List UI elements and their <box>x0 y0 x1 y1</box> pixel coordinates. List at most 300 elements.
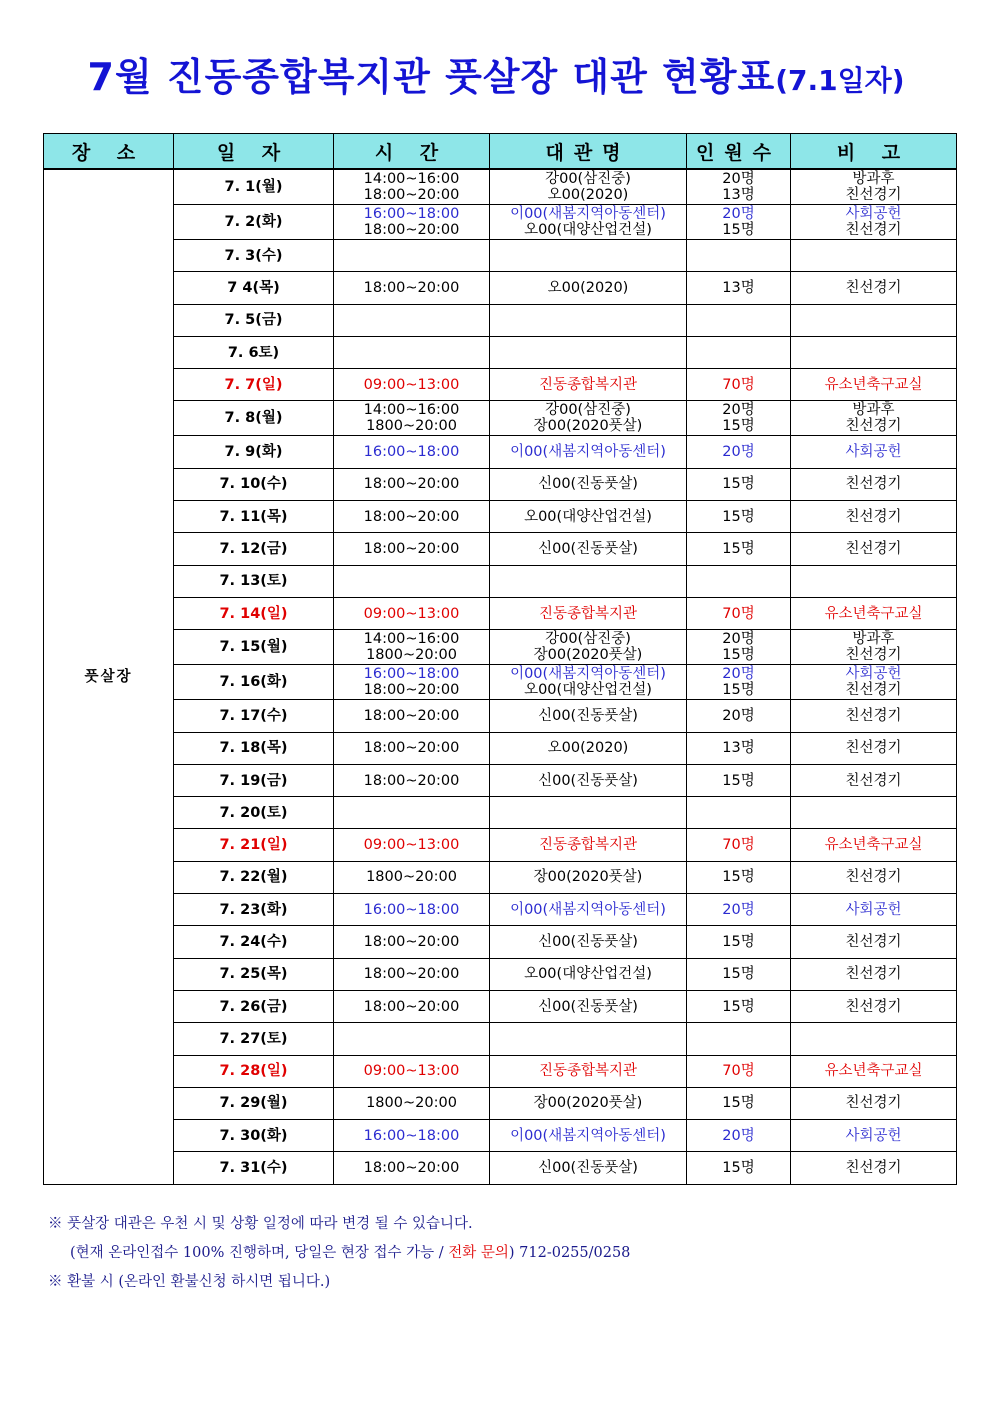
remarks-cell <box>791 597 957 629</box>
note-online-reception <box>48 1239 630 1268</box>
headcount-line: 15명 <box>722 772 755 789</box>
remarks-line: 친선경기 <box>845 541 902 558</box>
renter-cell <box>490 926 687 958</box>
remarks-cell <box>791 169 957 205</box>
time-cell <box>334 272 490 304</box>
remarks-cell <box>791 533 957 565</box>
time-line: 18:00~20:00 <box>363 966 460 983</box>
remarks-line: 친선경기 <box>845 772 902 789</box>
renter-line: 오00(2020) <box>547 187 629 203</box>
table-row <box>44 665 957 700</box>
time-line: 09:00~13:00 <box>363 1063 460 1080</box>
renter-cell <box>490 240 687 272</box>
remarks-cell <box>791 436 957 468</box>
renter-line: 이00(새봄지역아동센터) <box>510 666 666 683</box>
note-weather-change: ※ 풋살장 대관은 우천 시 및 상황 일정에 따라 변경 될 수 있습니다. <box>48 1216 473 1232</box>
renter-cell <box>490 597 687 629</box>
renter-cell <box>490 501 687 533</box>
remarks-cell <box>791 565 957 597</box>
table-row <box>44 336 957 368</box>
table-row <box>44 894 957 926</box>
table-row <box>44 797 957 829</box>
renter-line: 신00(진동풋살) <box>538 476 638 493</box>
time-cell <box>334 990 490 1022</box>
renter-line: 장00(2020풋살) <box>533 418 643 435</box>
header-date: 일 자 <box>174 134 334 170</box>
remarks-cell <box>791 336 957 368</box>
time-cell <box>334 797 490 829</box>
time-line: 18:00~20:00 <box>363 187 460 203</box>
headcount-line: 15명 <box>722 476 755 493</box>
remarks-line: 유소년축구교실 <box>824 1063 923 1080</box>
remarks-cell <box>791 369 957 401</box>
time-line: 09:00~13:00 <box>363 605 460 622</box>
remarks-cell <box>791 665 957 700</box>
renter-cell <box>490 764 687 796</box>
headcount-cell <box>687 926 791 958</box>
renter-cell <box>490 1120 687 1152</box>
renter-cell <box>490 630 687 665</box>
time-cell <box>334 169 490 205</box>
renter-line: 강00(삼진중) <box>545 402 631 419</box>
remarks-line: 사회공헌 <box>845 1127 902 1144</box>
remarks-line: 친선경기 <box>845 740 902 757</box>
time-line: 14:00~16:00 <box>363 631 460 648</box>
note-phone-number: ) 712-0255/0258 <box>508 1245 631 1261</box>
date-cell: 7. 12(금) <box>174 533 334 565</box>
date-cell: 7. 15(월) <box>174 630 334 665</box>
time-cell <box>334 533 490 565</box>
renter-cell <box>490 700 687 732</box>
table-row <box>44 958 957 990</box>
date-cell: 7. 10(수) <box>174 468 334 500</box>
time-line: 18:00~20:00 <box>363 682 460 699</box>
table-row <box>44 369 957 401</box>
date-cell: 7. 1(월) <box>174 169 334 205</box>
note-reception-text: (현재 온라인접수 100% 진행하며, 당일은 현장 접수 가능 / <box>70 1245 449 1261</box>
remarks-line: 친선경기 <box>845 682 902 699</box>
table-row <box>44 1023 957 1055</box>
time-line: 16:00~18:00 <box>363 1127 460 1144</box>
headcount-cell <box>687 272 791 304</box>
table-header-row <box>44 134 957 170</box>
remarks-cell <box>791 401 957 436</box>
renter-cell <box>490 336 687 368</box>
note-refund: ※ 환불 시 (온라인 환불신청 하시면 됩니다.) <box>48 1274 331 1290</box>
headcount-cell <box>687 732 791 764</box>
date-cell: 7. 25(목) <box>174 958 334 990</box>
time-cell <box>334 436 490 468</box>
time-line: 1800~20:00 <box>366 418 457 435</box>
table-row <box>44 272 957 304</box>
remarks-cell <box>791 894 957 926</box>
time-line: 18:00~20:00 <box>363 933 460 950</box>
renter-line: 오00(대양산업건설) <box>524 508 652 525</box>
renter-cell <box>490 732 687 764</box>
renter-line: 장00(2020풋살) <box>533 869 643 886</box>
time-cell <box>334 1087 490 1119</box>
renter-cell <box>490 272 687 304</box>
renter-line: 신00(진동풋살) <box>538 772 638 789</box>
remarks-line: 친선경기 <box>845 418 902 435</box>
renter-line: 신00(진동풋살) <box>538 998 638 1015</box>
headcount-cell <box>687 700 791 732</box>
time-line: 16:00~18:00 <box>363 444 460 461</box>
table-row <box>44 468 957 500</box>
headcount-cell <box>687 336 791 368</box>
headcount-cell <box>687 304 791 336</box>
renter-cell <box>490 401 687 436</box>
headcount-cell <box>687 401 791 436</box>
date-cell: 7. 27(토) <box>174 1023 334 1055</box>
remarks-line: 친선경기 <box>845 707 902 724</box>
headcount-line: 15명 <box>722 869 755 886</box>
headcount-cell <box>687 501 791 533</box>
renter-cell <box>490 1023 687 1055</box>
time-cell <box>334 861 490 893</box>
headcount-cell <box>687 861 791 893</box>
time-line: 14:00~16:00 <box>363 171 460 187</box>
header-time: 시 간 <box>334 134 490 170</box>
header-headcount: 인원수 <box>687 134 791 170</box>
table-row <box>44 630 957 665</box>
remarks-line: 사회공헌 <box>845 206 902 222</box>
remarks-line: 친선경기 <box>845 998 902 1015</box>
date-cell: 7. 26(금) <box>174 990 334 1022</box>
time-line: 1800~20:00 <box>366 647 457 664</box>
date-cell: 7. 14(일) <box>174 597 334 629</box>
date-cell: 7. 6토) <box>174 336 334 368</box>
time-cell <box>334 665 490 700</box>
time-cell <box>334 764 490 796</box>
renter-line: 진동종합복지관 <box>538 376 638 393</box>
remarks-line: 유소년축구교실 <box>824 605 923 622</box>
date-cell: 7. 28(일) <box>174 1055 334 1087</box>
renter-line: 장00(2020풋살) <box>533 1095 643 1112</box>
remarks-cell <box>791 1120 957 1152</box>
renter-cell <box>490 205 687 240</box>
remarks-line: 사회공헌 <box>845 666 902 683</box>
table-row <box>44 533 957 565</box>
table-row <box>44 1152 957 1184</box>
remarks-line: 친선경기 <box>845 933 902 950</box>
headcount-cell <box>687 205 791 240</box>
table-row <box>44 565 957 597</box>
headcount-line: 20명 <box>722 402 755 419</box>
headcount-line: 13명 <box>722 740 755 757</box>
headcount-line: 70명 <box>722 376 755 393</box>
renter-line: 진동종합복지관 <box>538 837 638 854</box>
date-cell: 7. 24(수) <box>174 926 334 958</box>
headcount-line: 15명 <box>722 541 755 558</box>
headcount-line: 70명 <box>722 1063 755 1080</box>
date-cell: 7. 18(목) <box>174 732 334 764</box>
date-cell: 7. 13(토) <box>174 565 334 597</box>
renter-line: 신00(진동풋살) <box>538 541 638 558</box>
remarks-cell <box>791 205 957 240</box>
headcount-line: 15명 <box>722 966 755 983</box>
date-cell: 7. 11(목) <box>174 501 334 533</box>
time-cell <box>334 700 490 732</box>
headcount-cell <box>687 1120 791 1152</box>
remarks-line: 친선경기 <box>845 222 902 238</box>
time-cell <box>334 565 490 597</box>
renter-cell <box>490 468 687 500</box>
headcount-line: 20명 <box>722 707 755 724</box>
table-body <box>44 169 957 1184</box>
time-line: 18:00~20:00 <box>363 279 460 296</box>
remarks-line: 친선경기 <box>845 279 902 296</box>
time-line: 16:00~18:00 <box>363 901 460 918</box>
date-cell: 7. 5(금) <box>174 304 334 336</box>
title-date: (7.1일자) <box>775 64 905 97</box>
remarks-cell <box>791 1152 957 1184</box>
time-cell <box>334 501 490 533</box>
renter-cell <box>490 565 687 597</box>
renter-line: 오00(2020) <box>547 740 629 757</box>
renter-line: 이00(새봄지역아동센터) <box>510 901 666 918</box>
headcount-line: 20명 <box>722 171 755 187</box>
remarks-cell <box>791 797 957 829</box>
headcount-cell <box>687 565 791 597</box>
table-row <box>44 501 957 533</box>
date-cell: 7. 7(일) <box>174 369 334 401</box>
renter-cell <box>490 533 687 565</box>
time-cell <box>334 401 490 436</box>
time-line: 16:00~18:00 <box>363 206 460 222</box>
date-cell: 7. 2(화) <box>174 205 334 240</box>
time-cell <box>334 1152 490 1184</box>
footer-notes <box>48 1210 630 1297</box>
table-row <box>44 240 957 272</box>
remarks-line: 방과후 <box>852 171 895 187</box>
remarks-line: 친선경기 <box>845 476 902 493</box>
renter-cell <box>490 1087 687 1119</box>
renter-line: 오00(대양산업건설) <box>524 966 652 983</box>
headcount-line: 20명 <box>722 666 755 683</box>
time-cell <box>334 732 490 764</box>
headcount-cell <box>687 1087 791 1119</box>
time-cell <box>334 630 490 665</box>
remarks-cell <box>791 1087 957 1119</box>
renter-line: 장00(2020풋살) <box>533 647 643 664</box>
time-cell <box>334 205 490 240</box>
headcount-line: 20명 <box>722 1127 755 1144</box>
renter-cell <box>490 369 687 401</box>
headcount-cell <box>687 533 791 565</box>
headcount-cell <box>687 240 791 272</box>
remarks-line: 유소년축구교실 <box>824 376 923 393</box>
table-row <box>44 169 957 205</box>
renter-line: 강00(삼진중) <box>545 631 631 648</box>
remarks-cell <box>791 240 957 272</box>
renter-line: 이00(새봄지역아동센터) <box>510 444 666 461</box>
date-cell: 7. 16(화) <box>174 665 334 700</box>
headcount-cell <box>687 829 791 861</box>
remarks-cell <box>791 272 957 304</box>
remarks-line: 친선경기 <box>845 187 902 203</box>
headcount-line: 70명 <box>722 605 755 622</box>
remarks-line: 친선경기 <box>845 647 902 664</box>
time-cell <box>334 829 490 861</box>
remarks-cell <box>791 468 957 500</box>
remarks-line: 친선경기 <box>845 869 902 886</box>
remarks-line: 유소년축구교실 <box>824 837 923 854</box>
remarks-cell <box>791 829 957 861</box>
time-line: 18:00~20:00 <box>363 508 460 525</box>
rental-schedule-table <box>43 133 957 1185</box>
headcount-line: 20명 <box>722 444 755 461</box>
time-cell <box>334 894 490 926</box>
remarks-line: 친선경기 <box>845 966 902 983</box>
renter-line: 오00(2020) <box>547 279 629 296</box>
headcount-cell <box>687 369 791 401</box>
headcount-cell <box>687 797 791 829</box>
headcount-line: 15명 <box>722 508 755 525</box>
table-row <box>44 732 957 764</box>
headcount-cell <box>687 958 791 990</box>
header-place: 장 소 <box>44 134 174 170</box>
headcount-line: 15명 <box>722 647 755 664</box>
remarks-line: 친선경기 <box>845 1160 902 1177</box>
renter-line: 이00(새봄지역아동센터) <box>510 206 666 222</box>
table-row <box>44 764 957 796</box>
renter-cell <box>490 304 687 336</box>
renter-cell <box>490 990 687 1022</box>
remarks-line: 친선경기 <box>845 1095 902 1112</box>
headcount-cell <box>687 597 791 629</box>
headcount-line: 70명 <box>722 837 755 854</box>
table-row <box>44 1055 957 1087</box>
remarks-cell <box>791 764 957 796</box>
table-row <box>44 401 957 436</box>
table-row <box>44 700 957 732</box>
remarks-cell <box>791 700 957 732</box>
renter-line: 오00(대양산업건설) <box>524 682 652 699</box>
headcount-line: 13명 <box>722 279 755 296</box>
table-row <box>44 304 957 336</box>
header-remarks: 비 고 <box>791 134 957 170</box>
time-cell <box>334 1120 490 1152</box>
renter-line: 신00(진동풋살) <box>538 1160 638 1177</box>
table-row <box>44 205 957 240</box>
headcount-cell <box>687 169 791 205</box>
renter-cell <box>490 436 687 468</box>
time-line: 18:00~20:00 <box>363 772 460 789</box>
date-cell: 7. 29(월) <box>174 1087 334 1119</box>
headcount-cell <box>687 990 791 1022</box>
time-line: 18:00~20:00 <box>363 476 460 493</box>
renter-line: 오00(대양산업건설) <box>524 222 652 238</box>
remarks-line: 사회공헌 <box>845 901 902 918</box>
remarks-cell <box>791 1023 957 1055</box>
table-row <box>44 1120 957 1152</box>
renter-line: 신00(진동풋살) <box>538 707 638 724</box>
date-cell: 7. 20(토) <box>174 797 334 829</box>
headcount-cell <box>687 630 791 665</box>
table-row <box>44 990 957 1022</box>
time-cell <box>334 468 490 500</box>
headcount-cell <box>687 468 791 500</box>
page-title <box>0 46 992 101</box>
time-cell <box>334 958 490 990</box>
date-cell: 7. 3(수) <box>174 240 334 272</box>
title-main: 7월 진동종합복지관 풋살장 대관 현황표 <box>87 55 776 99</box>
date-cell: 7. 31(수) <box>174 1152 334 1184</box>
headcount-line: 20명 <box>722 901 755 918</box>
remarks-line: 방과후 <box>852 402 895 419</box>
headcount-line: 15명 <box>722 933 755 950</box>
header-renter: 대관명 <box>490 134 687 170</box>
headcount-line: 13명 <box>722 187 755 203</box>
time-cell <box>334 304 490 336</box>
remarks-cell <box>791 861 957 893</box>
renter-cell <box>490 169 687 205</box>
time-cell <box>334 597 490 629</box>
remarks-cell <box>791 990 957 1022</box>
table-row <box>44 926 957 958</box>
date-cell: 7. 8(월) <box>174 401 334 436</box>
remarks-line: 방과후 <box>852 631 895 648</box>
renter-line: 신00(진동풋살) <box>538 933 638 950</box>
time-line: 09:00~13:00 <box>363 837 460 854</box>
date-cell: 7. 30(화) <box>174 1120 334 1152</box>
table-row <box>44 1087 957 1119</box>
headcount-line: 15명 <box>722 682 755 699</box>
renter-cell <box>490 894 687 926</box>
remarks-line: 사회공헌 <box>845 444 902 461</box>
time-line: 18:00~20:00 <box>363 1160 460 1177</box>
time-line: 18:00~20:00 <box>363 740 460 757</box>
date-cell: 7 4(목) <box>174 272 334 304</box>
time-line: 18:00~20:00 <box>363 222 460 238</box>
remarks-cell <box>791 732 957 764</box>
remarks-cell <box>791 304 957 336</box>
date-cell: 7. 19(금) <box>174 764 334 796</box>
time-cell <box>334 1055 490 1087</box>
date-cell: 7. 9(화) <box>174 436 334 468</box>
renter-cell <box>490 797 687 829</box>
table-row <box>44 436 957 468</box>
time-line: 1800~20:00 <box>366 869 457 886</box>
time-line: 16:00~18:00 <box>363 666 460 683</box>
headcount-cell <box>687 1055 791 1087</box>
time-line: 18:00~20:00 <box>363 998 460 1015</box>
time-cell <box>334 1023 490 1055</box>
headcount-cell <box>687 1023 791 1055</box>
table-row <box>44 861 957 893</box>
headcount-cell <box>687 894 791 926</box>
remarks-cell <box>791 958 957 990</box>
headcount-line: 15명 <box>722 998 755 1015</box>
renter-line: 진동종합복지관 <box>538 1063 638 1080</box>
remarks-line: 친선경기 <box>845 508 902 525</box>
remarks-cell <box>791 501 957 533</box>
renter-cell <box>490 1152 687 1184</box>
date-cell: 7. 22(월) <box>174 861 334 893</box>
remarks-cell <box>791 926 957 958</box>
headcount-line: 15명 <box>722 418 755 435</box>
headcount-cell <box>687 436 791 468</box>
time-cell <box>334 926 490 958</box>
renter-cell <box>490 1055 687 1087</box>
date-cell: 7. 21(일) <box>174 829 334 861</box>
time-line: 18:00~20:00 <box>363 707 460 724</box>
headcount-line: 20명 <box>722 206 755 222</box>
renter-cell <box>490 958 687 990</box>
renter-line: 이00(새봄지역아동센터) <box>510 1127 666 1144</box>
note-phone-inquiry: 전화 문의 <box>448 1245 509 1261</box>
